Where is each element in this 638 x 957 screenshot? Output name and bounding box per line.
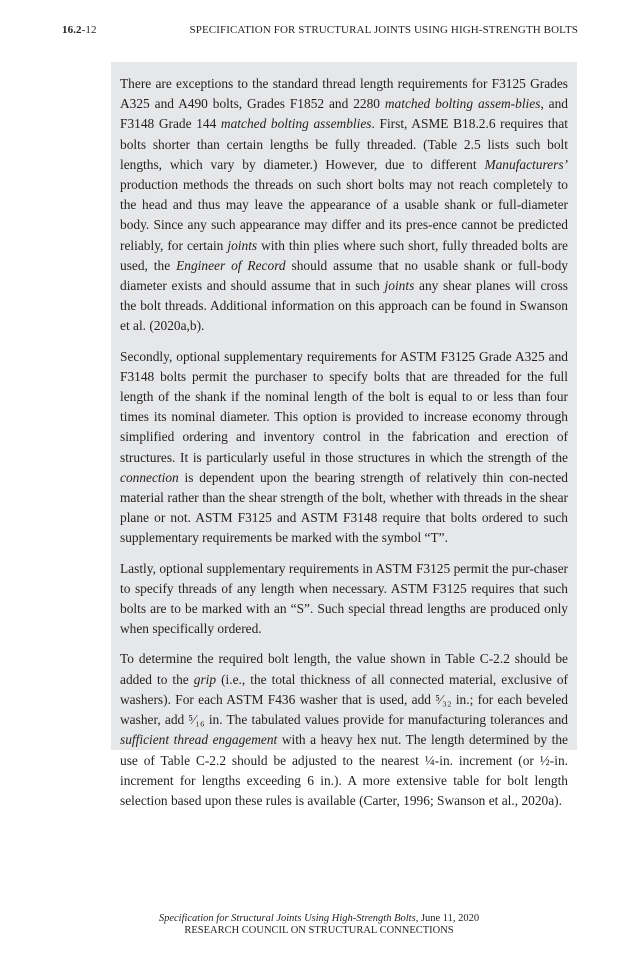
text-run: Lastly, optional supplementary requirements in ASTM F3125 permit the pur-chaser to specify threads of any length when necessary. ASTM F3125 requires that such bolts are to be marked with an “S”. Such special thread lengths are produced only when specifically ordered.	[120, 560, 568, 637]
running-title: SPECIFICATION FOR STRUCTURAL JOINTS USING HIGH-STRENGTH BOLTS	[189, 24, 578, 36]
text-run: should assume that no usable shank or full-body diameter exists and should assume that in such	[120, 257, 568, 294]
text-run: To determine the required bolt length, the value shown in Table C-2.2 should be added to the	[120, 651, 568, 687]
text-run: Secondly, optional supplementary requirements for ASTM F3125 Grade A325 and F3148 bolts permit the purchaser to specify bolts that are threaded for the full length of the shank if the nominal length of the bolt is equal to or less than four times its nominal diameter. This option is provided to increase economy through simplified ordering and inventory control in the fabrication and erection of structures. It is particularly useful in those structures in which the strength of the	[120, 348, 568, 465]
emphasized-term: Manufacturers’	[484, 156, 568, 172]
emphasized-term: grip	[193, 671, 217, 687]
text-run: (i.e., the total thickness of all connected material, exclusive of washers). For each ASTM F436 washer that is used, add ⁵⁄₃₂ in.; for each beveled washer, add ⁵⁄₁₆ in. The tabulated values provide for manufacturing tolerances and	[120, 671, 568, 728]
commentary-block	[111, 62, 577, 808]
page-number	[62, 24, 97, 36]
text-run: any shear planes will cross the bolt threads. Additional information on this approach can be found in Swanson et al. (2020a,b).	[120, 278, 568, 334]
paragraph-3	[120, 559, 568, 640]
text-run: production methods the threads on such short bolts may not reach completely to the head and thus may leave the appearance of a usable shank or full-diameter body. Since any such appearance may differ and its pres-ence cannot be predicted reliably, for certain	[120, 177, 568, 253]
footer-publication-title: Specification for Structural Joints Using High-Strength Bolts	[158, 913, 416, 924]
footer-citation	[0, 913, 638, 925]
emphasized-term: joints	[227, 237, 258, 253]
emphasized-term: matched bolting assem-blies	[384, 96, 541, 112]
text-run: , and F3148 Grade 144	[120, 96, 569, 132]
emphasized-term: matched bolting assemblies	[220, 116, 372, 132]
emphasized-term: joints	[384, 278, 415, 294]
page-number-section: 16.2	[62, 24, 82, 36]
paragraph-2	[120, 347, 568, 549]
paragraph-4	[120, 649, 568, 811]
text-run: is dependent upon the bearing strength of relatively thin con-nected material rather than the shear strength of the bolt, whether with threads in the shear plane or not. ASTM F3125 and ASTM F3148 require that bolts ordered to such supplementary requirements be marked with the symbol “T”.	[120, 469, 568, 546]
text-run: with thin plies where such short, fully threaded bolts are used, the	[120, 237, 568, 273]
footer-organization: RESEARCH COUNCIL ON STRUCTURAL CONNECTIONS	[184, 925, 454, 936]
emphasized-term: connection	[120, 469, 179, 485]
page-number-page: -12	[81, 24, 97, 36]
footer-publication-date: , June 11, 2020	[415, 913, 480, 924]
emphasized-term: Engineer of Record	[176, 257, 286, 273]
page-header	[62, 24, 578, 40]
page-footer	[0, 913, 638, 937]
emphasized-term: sufficient thread engagement	[120, 732, 278, 748]
text-run: There are exceptions to the standard thread length requirements for F3125 Grades A325 and A490 bolts, Grades F1852 and 2280	[120, 76, 568, 112]
paragraph-1	[120, 74, 568, 337]
text-run: with a heavy hex nut. The length determined by the use of Table C-2.2 should be adjusted to the nearest ¼-in. increment (or ½-in. increment for lengths exceeding 6 in.). A more extensive table for bolt length selection based upon these rules is available (Carter, 1996; Swanson et al., 2020a).	[120, 732, 568, 808]
text-run: . First, ASME B18.2.6 requires that bolts shorter than certain lengths be fully threaded. (Table 2.5 lists such bolt lengths, which vary by diameter.) However, due to different	[120, 116, 568, 172]
